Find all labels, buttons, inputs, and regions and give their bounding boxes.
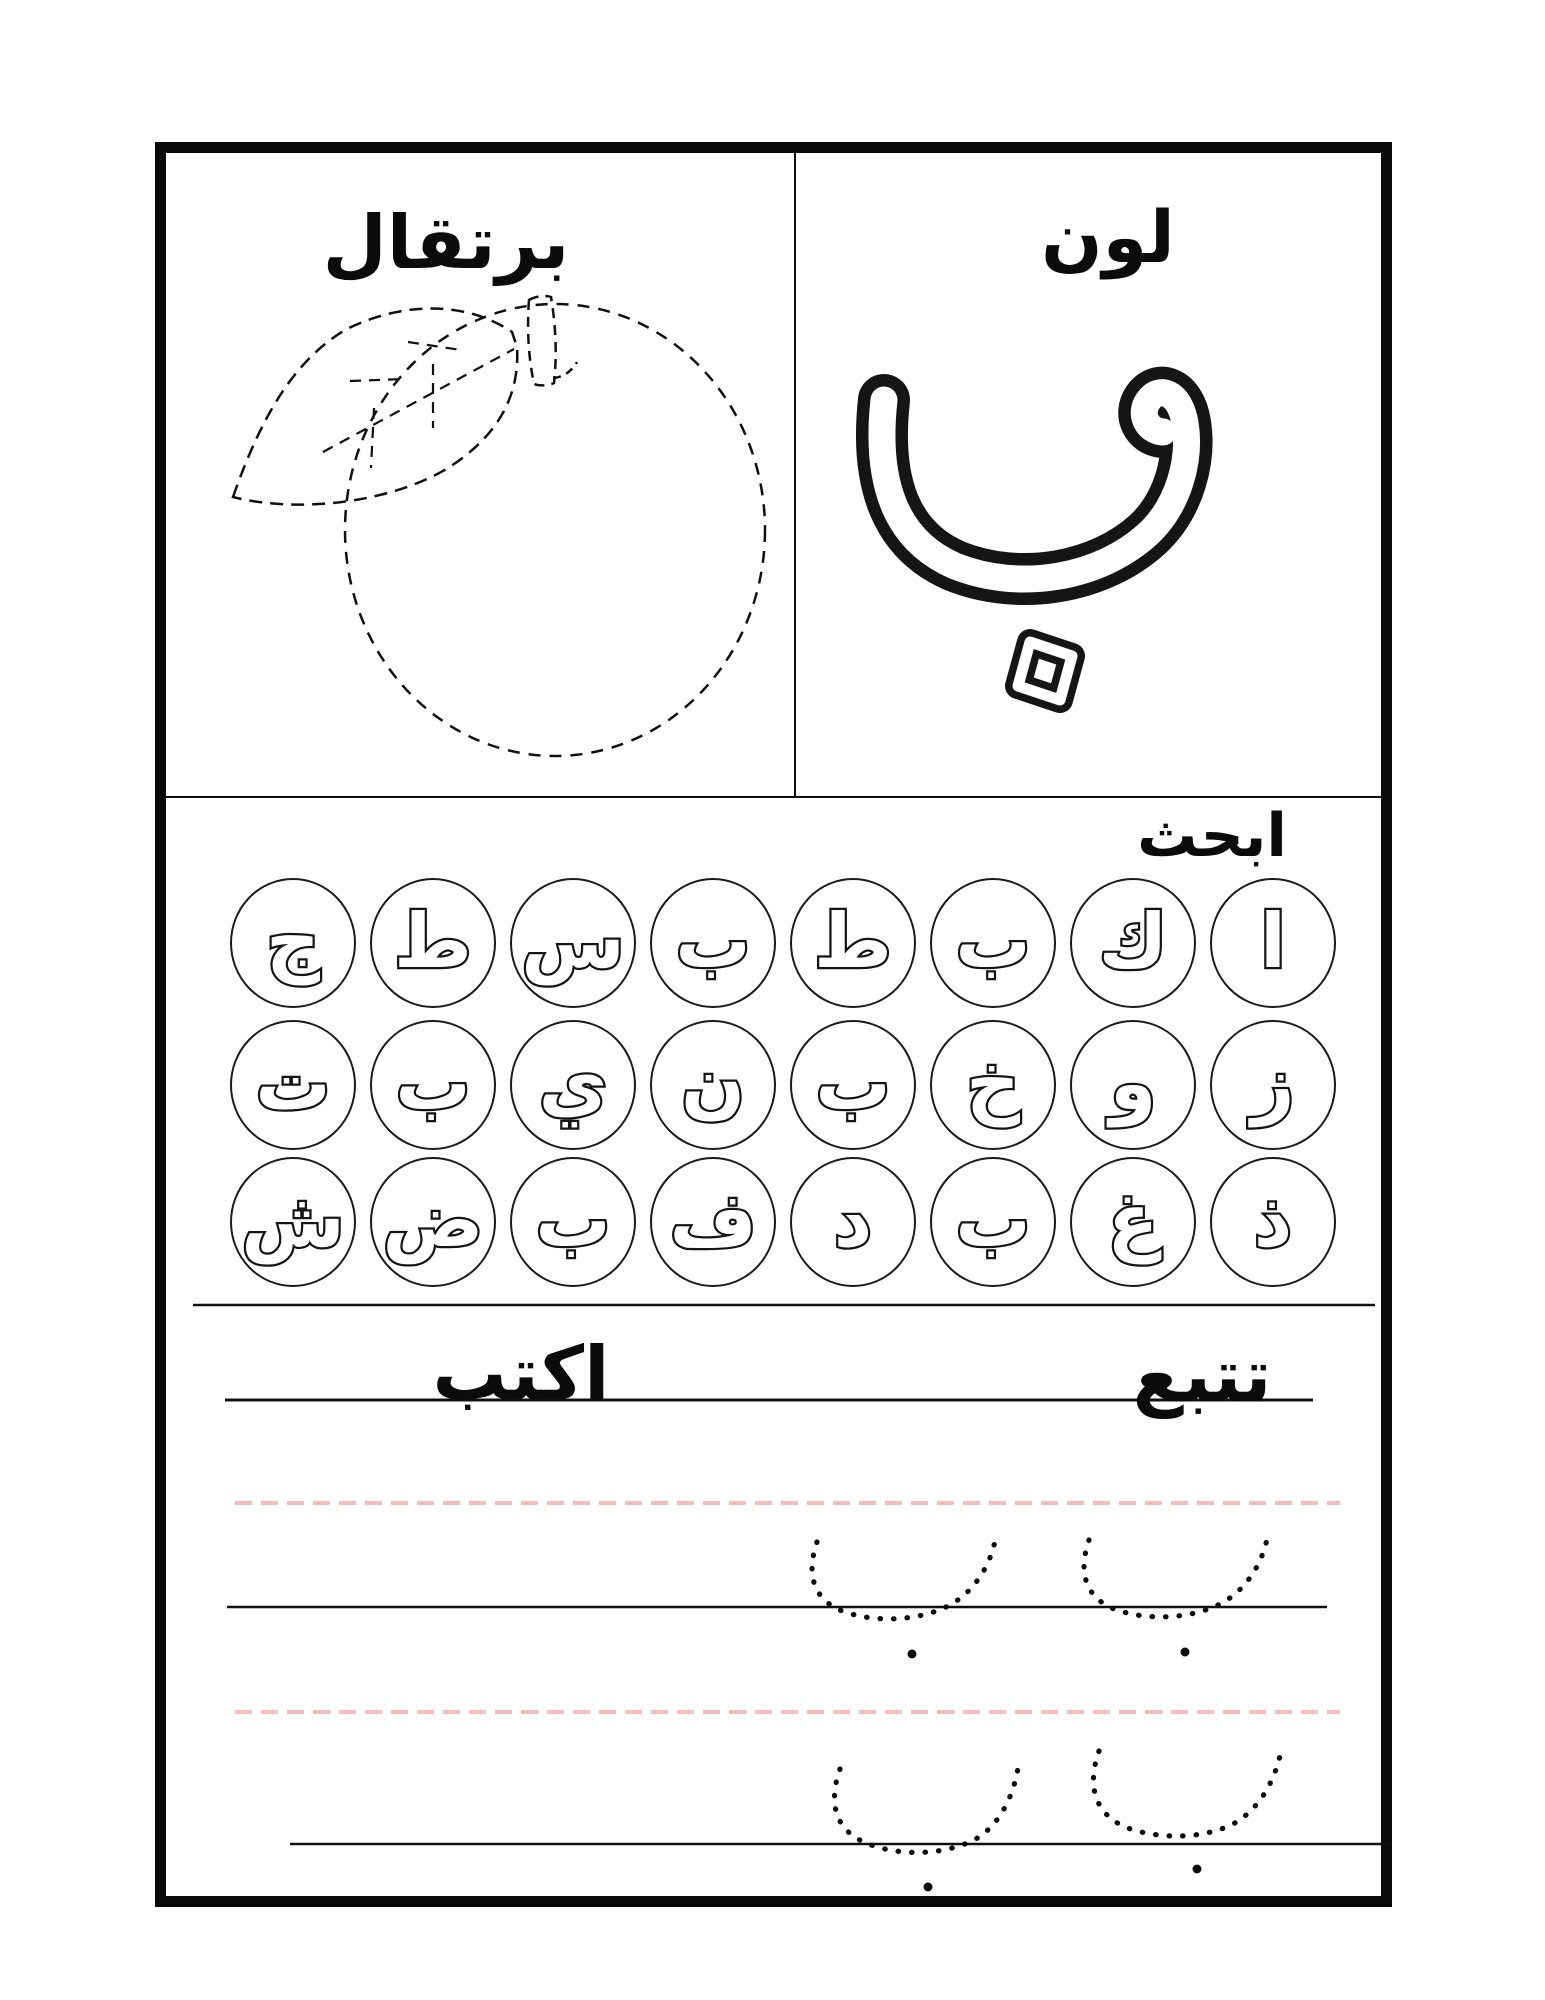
fruit-leaf (233, 309, 517, 505)
word-title: برتقال (322, 200, 570, 286)
search-letter: و (1109, 1039, 1157, 1127)
big-letter-dot-inner (1018, 642, 1072, 700)
trace-letter-bowl (1084, 1534, 1268, 1617)
search-title: ابحث (1137, 801, 1287, 871)
trace-title: تتبع (1132, 1333, 1272, 1419)
search-letter: ش (241, 1176, 345, 1264)
search-letter: ج (265, 897, 321, 985)
trace-letters-row-1 (812, 1534, 1268, 1659)
search-letter: غ (1107, 1176, 1159, 1264)
big-letter-outline (882, 393, 1187, 700)
search-grid (231, 879, 1335, 1286)
search-letter: ك (1098, 897, 1168, 985)
trace-letter-dot (924, 1883, 933, 1892)
search-letter: ت (255, 1039, 331, 1127)
trace-letter-bowl (834, 1761, 1019, 1852)
trace-letter-dot (1181, 1648, 1190, 1657)
search-letter: ب (815, 1039, 891, 1127)
search-letter: ب (955, 897, 1031, 985)
search-letter: ذ (1253, 1176, 1293, 1264)
search-letter: ض (382, 1176, 484, 1264)
color-title: لون (1041, 195, 1175, 279)
search-letter: ط (394, 897, 472, 985)
trace-letter-dot (908, 1650, 917, 1659)
search-letter: خ (965, 1039, 1021, 1127)
big-letter-bowl-inner (882, 393, 1187, 579)
trace-letter-dot (1193, 1865, 1202, 1874)
trace-letters-row-2 (834, 1745, 1282, 1892)
search-letter: ب (955, 1176, 1031, 1264)
orange-tracing-drawing (233, 296, 765, 756)
leaf-vein (408, 342, 461, 350)
search-letter: ب (395, 1039, 471, 1127)
search-letter: ا (1260, 897, 1286, 985)
search-letter: ط (814, 897, 892, 985)
search-letter: ز (1251, 1039, 1295, 1127)
search-letter: ب (535, 1176, 611, 1264)
search-letter: د (833, 1176, 873, 1264)
search-letter: ب (675, 897, 751, 985)
fruit-stem (528, 296, 556, 385)
search-letter: ف (669, 1176, 757, 1264)
fruit-outline (345, 304, 765, 756)
leaf-vein (371, 408, 374, 468)
trace-letter-bowl (1093, 1745, 1282, 1836)
search-letter: ن (680, 1039, 746, 1127)
search-letter: س (521, 897, 625, 985)
search-letter: ي (538, 1039, 608, 1127)
write-title: اكتب (432, 1331, 610, 1417)
